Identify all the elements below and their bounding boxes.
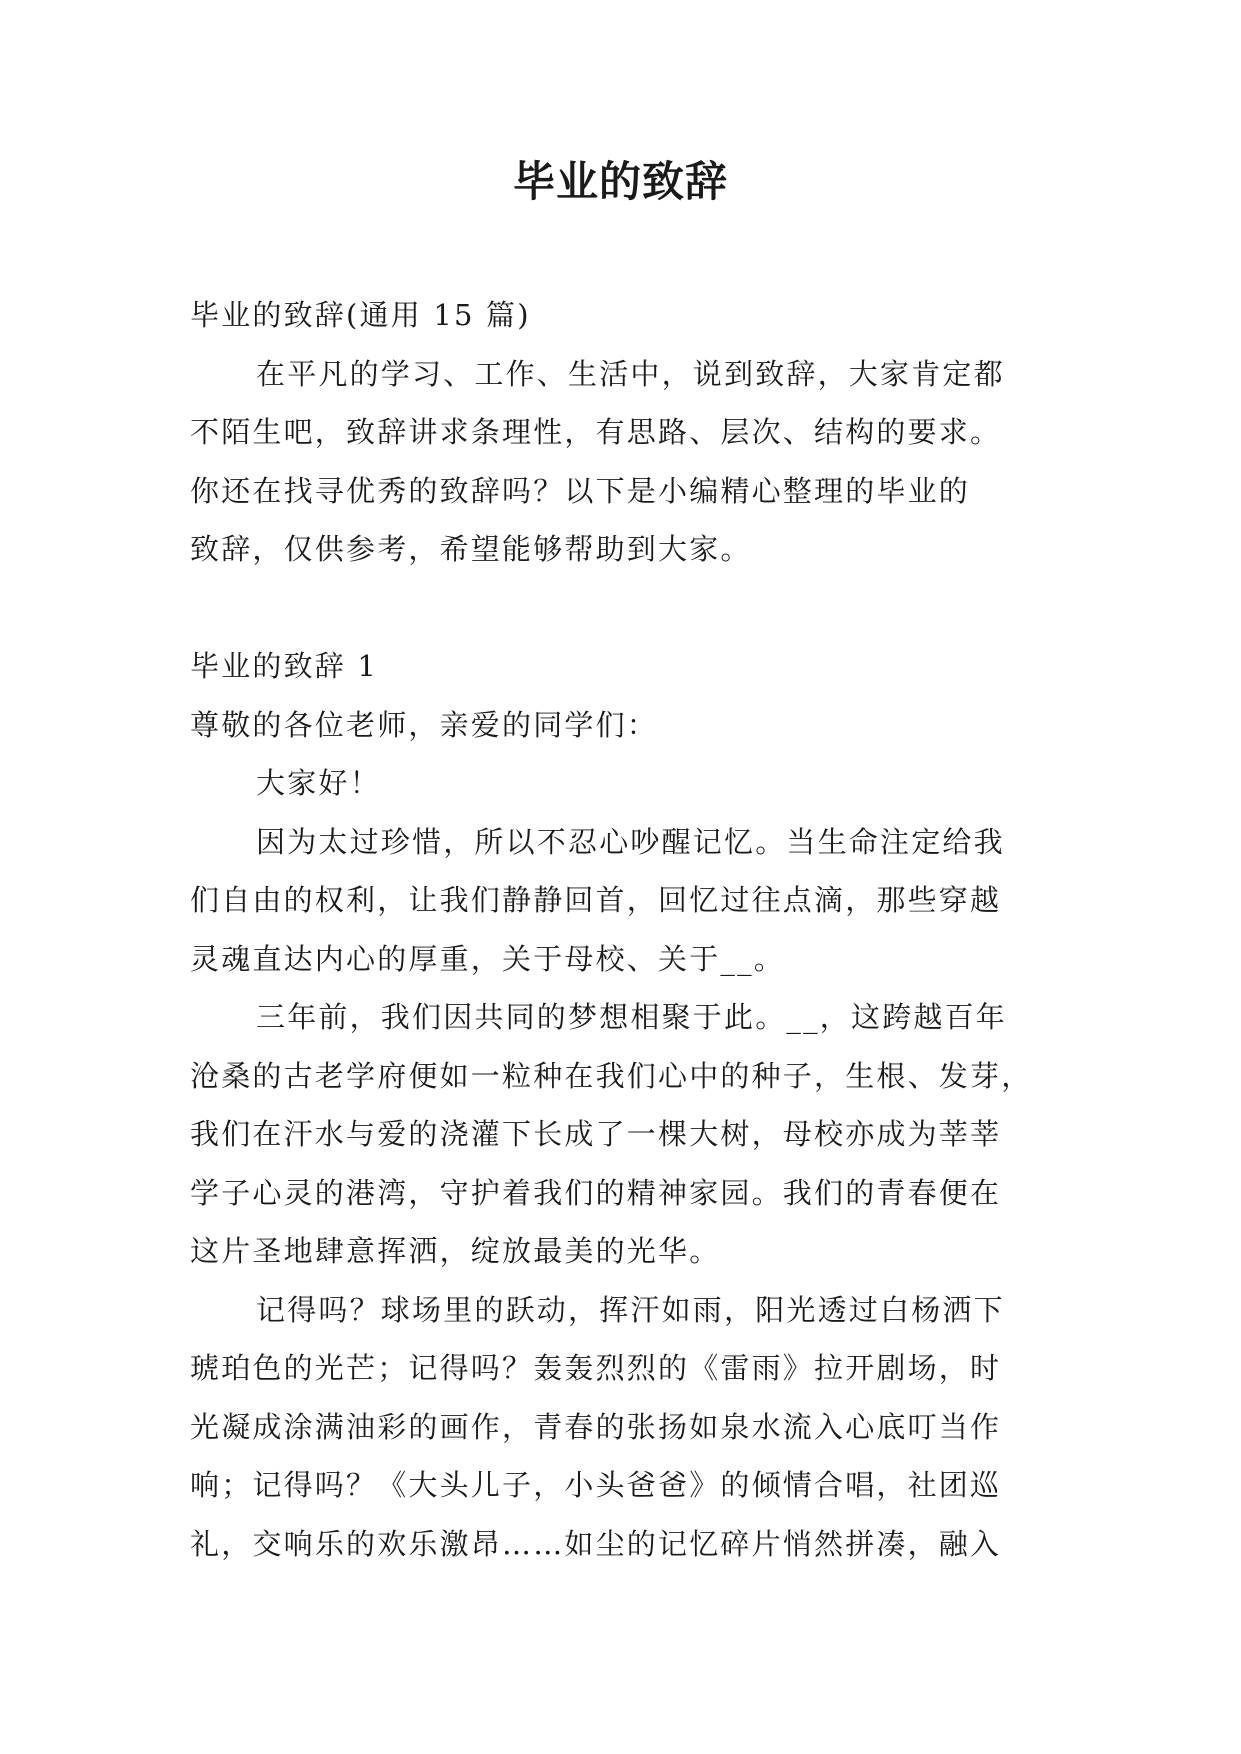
document-title: 毕业的致辞	[512, 157, 728, 206]
paragraph-line: 响；记得吗？《大头儿子，小头爸爸》的倾情合唱，社团巡	[190, 1468, 1002, 1502]
document-body	[190, 286, 1070, 1573]
intro-line: 你还在找寻优秀的致辞吗？以下是小编精心整理的毕业的	[190, 473, 971, 508]
paragraph-line: 因为太过珍惜，所以不忍心吵醒记忆。当生命注定给我	[256, 824, 1005, 859]
paragraph-line: 这片圣地肆意挥洒，绽放最美的光华。	[190, 1234, 721, 1268]
paragraph-line: 沧桑的古老学府便如一粒种在我们心中的种子，生根、发芽，	[190, 1058, 1033, 1093]
document-subtitle: 毕业的致辞(通用 15 篇)	[190, 298, 531, 332]
intro-paragraph	[190, 345, 1070, 579]
intro-line: 不陌生吧，致辞讲求条理性，有思路、层次、结构的要求。	[190, 415, 1002, 449]
paragraph-line: 学子心灵的港湾，守护着我们的精神家园。我们的青春便在	[190, 1175, 1002, 1210]
greeting: 大家好！	[256, 766, 381, 800]
paragraph-line: 三年前，我们因共同的梦想相聚于此。__，这跨越百年	[256, 1000, 1008, 1034]
body-paragraph	[190, 813, 1070, 989]
paragraph-line: 们自由的权利，让我们静静回首，回忆过往点滴，那些穿越	[190, 883, 1002, 917]
body-paragraph	[190, 1281, 1070, 1574]
intro-line: 致辞，仅供参考，希望能够帮助到大家。	[190, 532, 752, 566]
paragraph-line: 琥珀色的光芒；记得吗？轰轰烈烈的《雷雨》拉开剧场，时	[190, 1351, 1002, 1385]
paragraph-line: 礼，交响乐的欢乐激昂……如尘的记忆碎片悄然拼凑，融入	[190, 1526, 1002, 1561]
body-paragraph	[190, 988, 1070, 1281]
section-heading: 毕业的致辞 1	[190, 649, 379, 683]
intro-line: 在平凡的学习、工作、生活中，说到致辞，大家肯定都	[256, 356, 1005, 391]
paragraph-line: 灵魂直达内心的厚重，关于母校、关于__。	[190, 941, 786, 976]
section-spacer	[190, 579, 1070, 638]
salutation: 尊敬的各位老师，亲爱的同学们：	[190, 707, 659, 742]
paragraph-line: 光凝成涂满油彩的画作，青春的张扬如泉水流入心底叮当作	[190, 1409, 1002, 1444]
paragraph-line: 记得吗？球场里的跃动，挥汗如雨，阳光透过白杨洒下	[256, 1292, 1005, 1327]
paragraph-line: 我们在汗水与爱的浇灌下长成了一棵大树，母校亦成为莘莘	[190, 1117, 1002, 1151]
